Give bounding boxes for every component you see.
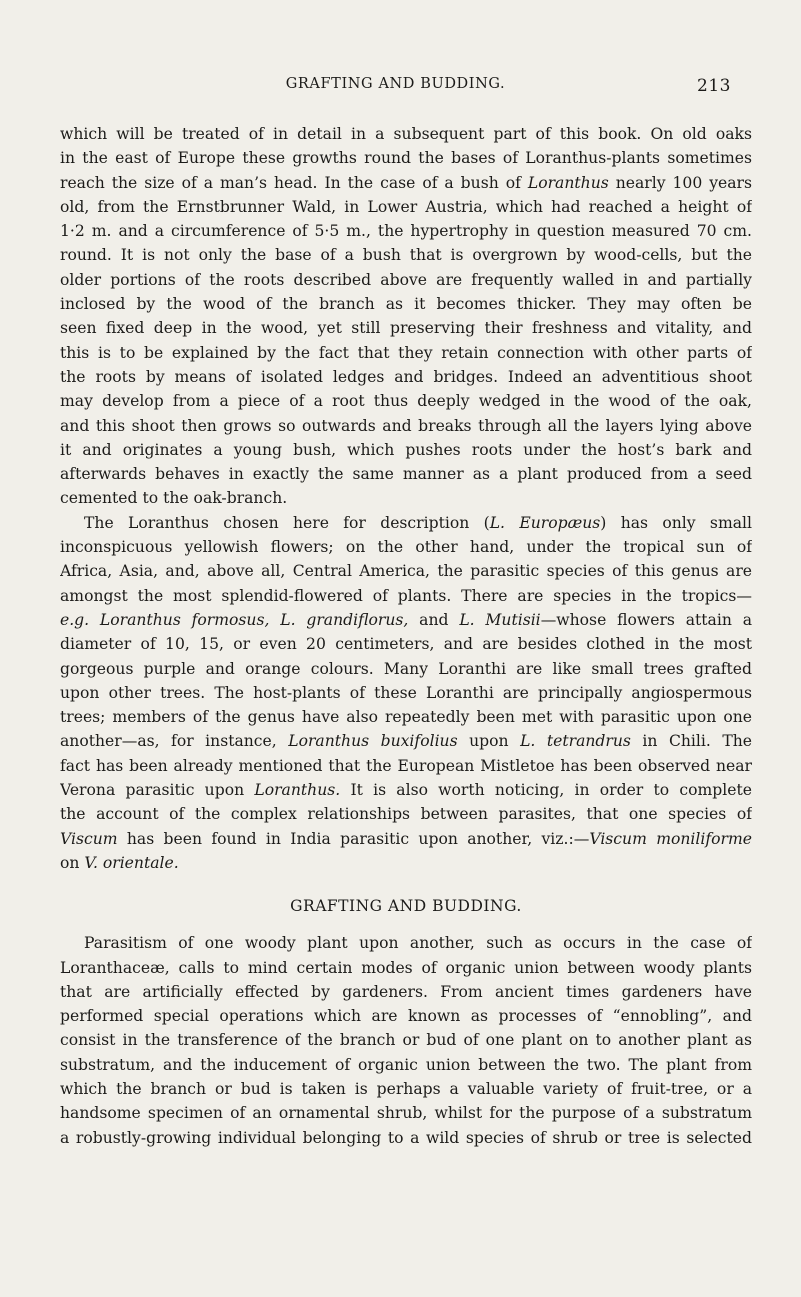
text-line: that are artificially effected by gardeners. From ancient times gardeners have <box>60 982 752 1001</box>
text-line: cemented to the oak-branch. <box>60 489 288 508</box>
text-line: this is to be explained by the fact that they retain connection with other parts of <box>60 343 752 362</box>
text-line: older portions of the roots described above are frequently walled in and partially <box>60 270 752 289</box>
text-line: inconspicuous yellowish flowers; on the other hand, under the tropical sun of <box>60 538 752 557</box>
text-line: inclosed by the wood of the branch as it becomes thicker. They may often be <box>60 295 752 314</box>
section-heading: GRAFTING AND BUDDING. <box>290 897 522 916</box>
text-line: Loranthaceæ, calls to mind certain modes of organic union between woody plants <box>60 958 752 977</box>
text-line: handsome specimen of an ornamental shrub, whilst for the purpose of a substratum <box>60 1104 752 1123</box>
text-line: which will be treated of in detail in a subsequent part of this book. On old oaks <box>60 125 752 143</box>
text-line: 1·2 m. and a circumference of 5·5 m., the hypertrophy in question measured 70 cm. <box>60 222 752 241</box>
text-line: substratum, and the inducement of organic union between the two. The plant from <box>60 1055 752 1074</box>
text-line: diameter of 10, 15, or even 20 centimeters, and are besides clothed in the most <box>60 635 752 654</box>
page-number: 213 <box>697 76 731 96</box>
text-line: The Loranthus chosen here for description (L. Europæus) has only small <box>84 513 752 532</box>
text-line: and this shoot then grows so outwards and breaks through all the layers lying above <box>60 416 752 435</box>
text-line: may develop from a piece of a root thus deeply wedged in the wood of the oak, <box>60 392 752 411</box>
text-line: Viscum has been found in India parasitic upon another, viz.:—Viscum moniliforme <box>60 829 752 848</box>
text-line: upon other trees. The host-plants of these Loranthi are principally angiospermous <box>60 683 752 702</box>
running-head <box>60 76 731 98</box>
body-text <box>60 122 752 1150</box>
text-line: the roots by means of isolated ledges and bridges. Indeed an adventitious shoot <box>60 367 752 386</box>
text-line: fact has been already mentioned that the European Mistletoe has been observed near <box>60 756 752 775</box>
text-line: a robustly-growing individual belonging to a wild species of shrub or tree is selected <box>60 1128 752 1147</box>
text-line: Verona parasitic upon Loranthus. It is also worth noticing, in order to complete <box>60 781 752 800</box>
text-line: the account of the complex relationships between parasites, that one species of <box>60 805 752 824</box>
text-line: another—as, for instance, Loranthus buxifolius upon L. tetrandrus in Chili. The <box>60 732 752 751</box>
text-line: Africa, Asia, and, above all, Central America, the parasitic species of this genus are <box>60 562 752 581</box>
text-line: trees; members of the genus have also repeatedly been met with parasitic upon one <box>60 708 752 727</box>
text-line: consist in the transference of the branch or bud of one plant on to another plant as <box>60 1031 752 1050</box>
text-line: amongst the most splendid-flowered of plants. There are species in the tropics— <box>60 586 752 605</box>
text-line: performed special operations which are known as processes of “ennobling”, and <box>60 1007 752 1026</box>
text-line: gorgeous purple and orange colours. Many Loranthi are like small trees grafted <box>60 659 752 678</box>
text-line: round. It is not only the base of a bush that is overgrown by wood-cells, but the <box>60 246 752 265</box>
text-line: which the branch or bud is taken is perhaps a valuable variety of fruit-tree, or a <box>60 1079 752 1098</box>
text-line: seen fixed deep in the wood, yet still preserving their freshness and vitality, and <box>60 319 752 338</box>
text-line: afterwards behaves in exactly the same manner as a plant produced from a seed <box>60 465 752 484</box>
running-title: GRAFTING AND BUDDING. <box>285 76 506 92</box>
text-line: on V. orientale. <box>60 853 179 872</box>
text-line: e.g. Loranthus formosus, L. grandiflorus, and L. Mutisii—whose flowers attain a <box>60 610 752 629</box>
text-line: reach the size of a man’s head. In the case of a bush of Loranthus nearly 100 years <box>60 173 752 192</box>
text-line: in the east of Europe these growths round the bases of Loranthus-plants sometimes <box>60 149 752 168</box>
text-line: Parasitism of one woody plant upon another, such as occurs in the case of <box>84 934 752 953</box>
text-line: old, from the Ernstbrunner Wald, in Lower Austria, which had reached a height of <box>60 197 752 216</box>
text-line: it and originates a young bush, which pushes roots under the host’s bark and <box>60 440 752 459</box>
